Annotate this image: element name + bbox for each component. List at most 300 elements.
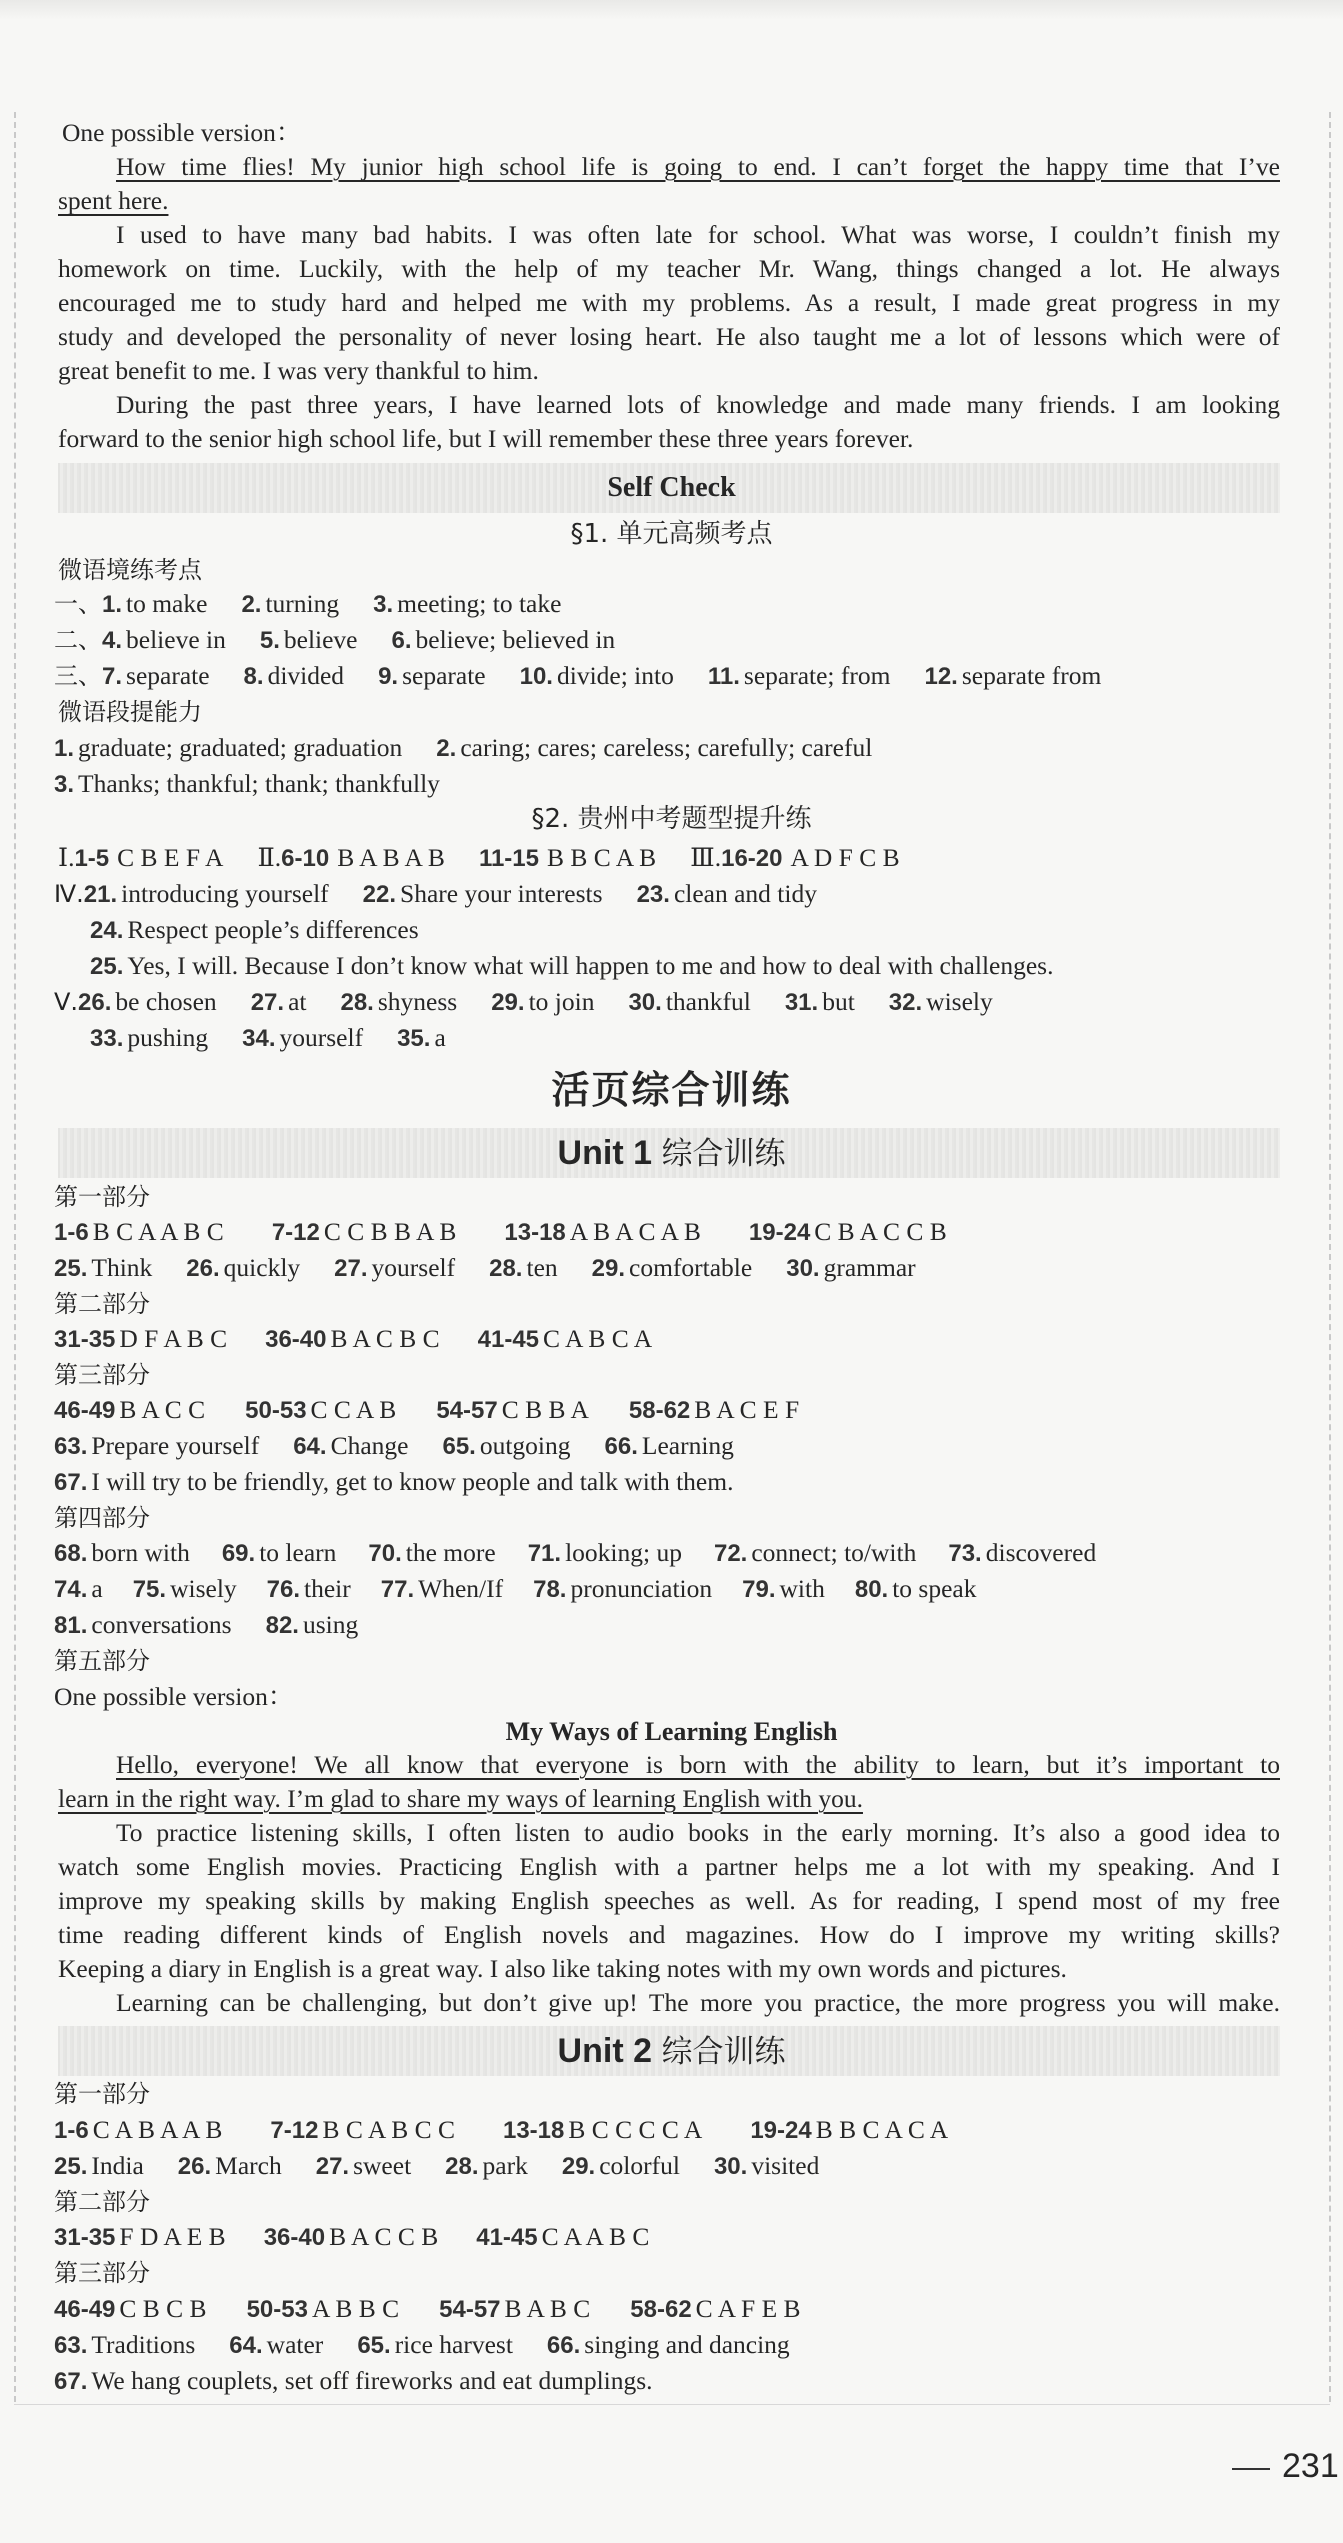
answer-item <box>242 1023 363 1052</box>
answer-text: Share your interests <box>400 879 603 908</box>
answer-number: 64. <box>229 2332 263 2359</box>
booklet-title: 活页综合训练 <box>551 1068 792 1112</box>
sc-r1 <box>58 841 900 876</box>
sc-r6 <box>90 1021 446 1056</box>
answer-text: When/If <box>418 1574 504 1603</box>
answer-item <box>186 1253 300 1282</box>
section-numeral: Ⅰ. <box>58 843 75 872</box>
u1-p3-row2 <box>54 1429 734 1464</box>
answer-item <box>750 2115 948 2144</box>
u2-p3-row3 <box>54 2364 653 2399</box>
answer-text: but <box>822 987 855 1016</box>
answer-text: Think <box>91 1253 153 1282</box>
answer-item <box>476 2222 649 2251</box>
answer-item <box>503 2115 702 2144</box>
answer-number: 7-12 <box>271 1219 320 1246</box>
answer-number: 58-62 <box>628 1397 691 1424</box>
answer-text: yourself <box>371 1253 456 1282</box>
answer-text: March <box>215 2151 282 2180</box>
answer-text: C B B A <box>501 1395 589 1424</box>
u1-part3-heading: 第三部分 <box>54 1361 150 1389</box>
answer-item <box>628 987 750 1016</box>
answer-item <box>714 2151 819 2180</box>
bottom-rule <box>14 2404 1330 2405</box>
answer-number: 7-12 <box>270 2117 319 2144</box>
answer-text: to make <box>126 589 208 618</box>
unit1-title-cn: 综合训练 <box>661 1136 786 1172</box>
section-numeral: Ⅴ. <box>54 988 79 1016</box>
answer-text: separate; from <box>743 661 891 690</box>
section-2-title: §2. 贵州中考题型提升练 <box>531 804 812 834</box>
answer-number: 46-49 <box>54 1397 116 1424</box>
answer-number: 58-62 <box>630 2296 692 2323</box>
answer-item <box>637 879 817 908</box>
sc-row-1 <box>54 587 561 622</box>
answer-item <box>562 2151 680 2180</box>
u1-part2-heading: 第二部分 <box>54 1290 150 1318</box>
answer-number: 64. <box>293 1433 327 1460</box>
answer-text: Thanks; thankful; thank; thankfully <box>78 769 440 798</box>
answer-item <box>924 661 1101 690</box>
u1-p4-row2 <box>54 1572 977 1607</box>
answer-number: 24. <box>90 917 124 944</box>
answer-number: 67. <box>54 2368 88 2395</box>
answer-text: rice harvest <box>394 2330 513 2359</box>
answer-number: 31-35 <box>54 1326 116 1353</box>
answer-text: sweet <box>353 2151 412 2180</box>
answer-item <box>439 2294 590 2323</box>
sc-r5 <box>54 985 993 1020</box>
u1-p1-row2 <box>54 1251 916 1286</box>
text-line: study and developed the personality of never losing heart. He also taught me a lot of lessons which were of <box>58 322 1280 351</box>
answer-text: C A B A A B <box>92 2115 223 2144</box>
answer-item <box>54 2330 195 2359</box>
sc-row-5 <box>54 767 440 802</box>
answer-item <box>222 1538 337 1567</box>
answer-text: B A B A B <box>337 843 445 872</box>
answer-text: C B E F A <box>117 843 224 872</box>
text-line: Learning can be challenging, but don’t give up! The more you practice, the more progress you will make. <box>116 1988 1280 2017</box>
answer-text: C A B C A <box>543 1324 653 1353</box>
answer-number: 12. <box>924 663 958 690</box>
answer-text: Change <box>330 1431 409 1460</box>
answer-number: 3. <box>54 771 75 798</box>
answer-text: C B C B <box>119 2294 207 2323</box>
answer-text: to learn <box>259 1538 337 1567</box>
answer-number: 1-6 <box>54 2117 89 2144</box>
answer-number: 26. <box>177 2153 212 2180</box>
u2-p2-row1 <box>54 2220 649 2255</box>
answer-item <box>547 2330 790 2359</box>
answer-text: C C B B A B <box>323 1217 457 1246</box>
answer-number: 5. <box>259 627 280 654</box>
answer-item <box>504 1217 701 1246</box>
answer-item <box>397 1023 446 1052</box>
u2-p1-row1 <box>54 2113 948 2148</box>
answer-item <box>270 2115 455 2144</box>
answer-number: 66. <box>604 1433 638 1460</box>
answer-number: 35. <box>397 1025 431 1052</box>
answer-text: to join <box>528 987 595 1016</box>
answer-item <box>479 843 656 872</box>
answer-number: 11-15 <box>478 845 539 872</box>
answer-text: clean and tidy <box>673 879 817 908</box>
answer-number: 72. <box>713 1540 748 1567</box>
answer-number: 41-45 <box>477 1326 540 1353</box>
answer-number: 32. <box>888 989 923 1016</box>
answer-number: 46-49 <box>54 2296 116 2323</box>
answer-text: meeting; to take <box>397 589 562 618</box>
text-line: forward to the senior high school life, but I will remember these three years forever. <box>58 424 914 453</box>
answer-number: 41-45 <box>476 2224 538 2251</box>
answer-text: a <box>91 1574 103 1603</box>
answer-number: 31-35 <box>54 2224 116 2251</box>
u1-part1-heading: 第一部分 <box>54 1183 150 1211</box>
section-numeral: Ⅲ. <box>690 843 722 872</box>
answer-text: A B A C A B <box>569 1217 701 1246</box>
answer-text: singing and dancing <box>584 2330 790 2359</box>
answer-item <box>489 1253 558 1282</box>
answer-item <box>742 1574 825 1603</box>
answer-text: believe <box>283 625 358 654</box>
answer-number: 11. <box>707 663 740 690</box>
answer-number: 30. <box>713 2153 748 2180</box>
answer-text: yourself <box>279 1023 364 1052</box>
sc-r2 <box>54 877 817 912</box>
answer-number: 6-10 <box>281 845 330 872</box>
text-line: time reading different kinds of English novels and magazines. How do I improve my writing skills? <box>58 1920 1280 1949</box>
answer-text: Prepare yourself <box>91 1431 260 1460</box>
answer-item <box>436 1395 589 1424</box>
u1-part4-heading: 第四部分 <box>54 1504 150 1532</box>
answer-item <box>357 2330 513 2359</box>
answer-text: Respect people’s differences <box>127 915 419 944</box>
answer-item <box>381 1574 503 1603</box>
answer-text: B C A A B C <box>92 1217 224 1246</box>
answer-text: with <box>779 1574 825 1603</box>
answer-item <box>54 1253 152 1282</box>
answer-number: 3. <box>373 591 394 618</box>
answer-text: India <box>91 2151 144 2180</box>
answer-item <box>58 843 223 872</box>
answer-item <box>629 1395 799 1424</box>
text-line: homework on time. Luckily, with the help of my teacher Mr. Wang, things changed a lot. He always <box>58 254 1280 283</box>
text-line: Hello, everyone! We all know that everyone is born with the ability to learn, but it’s important to <box>116 1750 1280 1779</box>
micro-context-heading: 微语境练考点 <box>58 556 202 584</box>
answer-item <box>528 1538 682 1567</box>
answer-text: B A C C <box>119 1395 206 1424</box>
sc-r3 <box>90 913 419 948</box>
answer-item <box>102 661 210 690</box>
answer-item <box>749 1217 947 1246</box>
answer-text: believe; believed in <box>415 625 616 654</box>
answer-number: 66. <box>546 2332 581 2359</box>
answer-number: 26. <box>78 989 112 1016</box>
answer-text: the more <box>405 1538 496 1567</box>
answer-item <box>786 1253 915 1282</box>
answer-number: 16-20 <box>721 845 783 872</box>
answer-item <box>445 2151 528 2180</box>
answer-number: 67. <box>54 1469 88 1496</box>
answer-item <box>54 1574 103 1603</box>
u1-p4-row3 <box>54 1608 358 1643</box>
answer-number: 79. <box>742 1576 776 1603</box>
answer-number: 8. <box>243 663 264 690</box>
u2-part3-heading: 第三部分 <box>54 2259 150 2287</box>
answer-item <box>264 2222 439 2251</box>
section-numeral: 三、 <box>54 662 102 690</box>
answer-number: 54-57 <box>436 1397 498 1424</box>
answer-text: C B A C C B <box>814 1217 947 1246</box>
answer-number: 54-57 <box>439 2296 501 2323</box>
answer-text: at <box>288 987 307 1016</box>
answer-text: Learning <box>641 1431 734 1460</box>
answer-number: 82. <box>265 1612 299 1639</box>
answer-item <box>229 2330 323 2359</box>
answer-item <box>241 589 339 618</box>
answer-text: D F A B C <box>119 1324 228 1353</box>
answer-item <box>267 1574 351 1603</box>
answer-number: 36-40 <box>263 2224 326 2251</box>
answer-number: 31. <box>784 989 819 1016</box>
answer-text: connect; to/with <box>751 1538 917 1567</box>
answer-item <box>90 915 419 944</box>
text-line: encouraged me to study hard and helped me with my problems. As a result, I made great progress in my <box>58 288 1280 317</box>
answer-item <box>54 1467 733 1496</box>
answer-item <box>78 987 217 1016</box>
answer-number: 2. <box>241 591 262 618</box>
answer-number: 36-40 <box>265 1326 327 1353</box>
answer-number: 25. <box>54 1255 88 1282</box>
answer-number: 13-18 <box>502 2117 565 2144</box>
answer-item <box>54 1431 259 1460</box>
answer-number: 1-6 <box>54 1219 89 1246</box>
answer-item <box>102 589 207 618</box>
answer-item <box>257 843 445 872</box>
answer-text: A D F C B <box>790 843 900 872</box>
answer-text: colorful <box>599 2151 680 2180</box>
text-line: I used to have many bad habits. I was often late for school. What was worse, I couldn’t finish my <box>116 220 1280 249</box>
answer-number: 29. <box>591 1255 626 1282</box>
answer-number: 29. <box>561 2153 596 2180</box>
micro-paragraph-heading: 微语段提能力 <box>58 698 202 726</box>
answer-item <box>54 733 402 762</box>
answer-text: divided <box>267 661 345 690</box>
answer-text: F D A E B <box>119 2222 226 2251</box>
answer-number: 50-53 <box>246 2296 308 2323</box>
u2-part2-heading: 第二部分 <box>54 2188 150 2216</box>
answer-text: B C A B C C <box>322 2115 455 2144</box>
answer-text: B B C A C A <box>815 2115 949 2144</box>
answer-number: 27. <box>315 2153 350 2180</box>
answer-text: Traditions <box>91 2330 196 2359</box>
answer-item <box>245 1395 396 1424</box>
answer-number: 7. <box>102 663 123 690</box>
answer-item <box>855 1574 977 1603</box>
section-1-title: §1. 单元高频考点 <box>570 519 773 549</box>
answer-text: shyness <box>377 987 458 1016</box>
answer-item <box>102 625 226 654</box>
answer-item <box>54 2115 222 2144</box>
answer-number: 4. <box>102 627 123 654</box>
answer-number: 63. <box>54 2332 88 2359</box>
answer-item <box>363 879 603 908</box>
answer-text: I will try to be friendly, get to know people and talk with them. <box>91 1467 734 1496</box>
answer-number: 30. <box>786 1255 820 1282</box>
answer-number: 19-24 <box>748 1219 811 1246</box>
answer-text: We hang couplets, set off fireworks and eat dumplings. <box>91 2366 653 2395</box>
u1-part5-heading: 第五部分 <box>54 1647 150 1675</box>
answer-text: ten <box>526 1253 558 1282</box>
answer-text: B A C C B <box>329 2222 439 2251</box>
answer-text: to speak <box>892 1574 977 1603</box>
answer-number: 34. <box>242 1025 276 1052</box>
answer-item <box>54 1610 232 1639</box>
answer-text: a <box>434 1023 446 1052</box>
answer-item <box>54 769 440 798</box>
u1-p3-row1 <box>54 1393 799 1428</box>
answer-item <box>708 661 891 690</box>
answer-number: 30. <box>628 989 662 1016</box>
answer-item <box>133 1574 237 1603</box>
u1-p4-row1 <box>54 1536 1096 1571</box>
answer-number: 27. <box>250 989 285 1016</box>
answer-number: 81. <box>54 1612 88 1639</box>
answer-text: separate <box>402 661 486 690</box>
section-numeral: 二、 <box>54 626 102 654</box>
answer-number: 74. <box>54 1576 88 1603</box>
answer-text: B A C E F <box>694 1395 800 1424</box>
answer-text: B A C B C <box>330 1324 440 1353</box>
answer-item <box>266 1610 359 1639</box>
sc-row-2 <box>54 623 615 658</box>
answer-item <box>373 589 561 618</box>
answer-item <box>948 1538 1096 1567</box>
answer-item <box>178 2151 282 2180</box>
answer-text: park <box>482 2151 528 2180</box>
unit1-title <box>0 1130 1343 1177</box>
sc-row-3 <box>54 659 1101 694</box>
answer-number: 71. <box>527 1540 562 1567</box>
answer-number: 23. <box>636 881 670 908</box>
answer-item <box>260 625 358 654</box>
answer-text: using <box>302 1610 359 1639</box>
answer-number: 78. <box>533 1576 567 1603</box>
answer-text: B A B C <box>504 2294 591 2323</box>
answer-number: 28. <box>340 989 374 1016</box>
page-number-dash <box>1232 2468 1270 2470</box>
answer-text: B B C A B <box>547 843 657 872</box>
answer-number: 73. <box>948 1540 982 1567</box>
answer-item <box>690 843 899 872</box>
answer-text: their <box>304 1574 351 1603</box>
answer-text: graduate; graduated; graduation <box>78 733 403 762</box>
answer-number: 9. <box>378 663 399 690</box>
answer-text: separate from <box>961 661 1102 690</box>
u1-version-label: One possible version： <box>54 1682 294 1711</box>
answer-number: 28. <box>445 2153 479 2180</box>
answer-number: 19-24 <box>750 2117 812 2144</box>
page-number: 231 <box>1282 2447 1339 2485</box>
answer-number: 1. <box>102 591 123 618</box>
answer-item <box>244 661 345 690</box>
u1-p3-row3 <box>54 1465 733 1500</box>
unit2-title-cn: 综合训练 <box>661 2034 786 2070</box>
unit1-title-en: Unit 1 <box>557 1134 652 1172</box>
answer-item <box>334 1253 455 1282</box>
answer-number: 68. <box>54 1540 88 1567</box>
answer-text: Yes, I will. Because I don’t know what will happen to me and how to deal with challenges. <box>127 951 1054 980</box>
answer-number: 27. <box>334 1255 368 1282</box>
answer-item <box>889 987 993 1016</box>
answer-item <box>54 2366 653 2395</box>
answer-text: C C A B <box>310 1395 397 1424</box>
text-line: spent here. <box>58 186 169 215</box>
answer-text: pushing <box>127 1023 209 1052</box>
answer-item <box>392 625 616 654</box>
u2-p3-row2 <box>54 2328 790 2363</box>
answer-item <box>90 951 1053 980</box>
answer-text: thankful <box>665 987 751 1016</box>
answer-item <box>265 1324 440 1353</box>
answer-text: comfortable <box>629 1253 753 1282</box>
answer-text: discovered <box>985 1538 1097 1567</box>
answer-text: grammar <box>823 1253 916 1282</box>
answer-item <box>592 1253 753 1282</box>
answer-item <box>272 1217 457 1246</box>
answer-text: C A F E B <box>695 2294 801 2323</box>
answer-number: 33. <box>90 1025 124 1052</box>
answer-item <box>368 1538 495 1567</box>
answer-number: 21. <box>83 881 118 908</box>
answer-item <box>316 2151 411 2180</box>
answer-item <box>54 2222 226 2251</box>
answer-text: pronunciation <box>570 1574 713 1603</box>
answer-number: 22. <box>362 881 397 908</box>
answer-item <box>251 987 307 1016</box>
text-line: Keeping a diary in English is a great way. I also like taking notes with my own words and pictures. <box>58 1954 1067 1983</box>
answer-item <box>54 2294 207 2323</box>
essay-title: My Ways of Learning English <box>505 1717 838 1746</box>
answer-text: believe in <box>126 625 226 654</box>
answer-item <box>378 661 486 690</box>
text-line: watch some English movies. Practicing English with a partner helps me a lot with my speaking. And I <box>58 1852 1280 1881</box>
answer-text: looking; up <box>565 1538 682 1567</box>
answer-item <box>520 661 674 690</box>
answer-item <box>54 2151 144 2180</box>
text-line: learn in the right way. I’m glad to share my ways of learning English with you. <box>58 1784 863 1813</box>
self-check-title: Self Check <box>607 472 736 503</box>
unit2-title <box>0 2028 1343 2075</box>
version-label: One possible version： <box>62 118 302 147</box>
answer-text: quickly <box>223 1253 301 1282</box>
answer-item <box>293 1431 408 1460</box>
answer-number: 10. <box>519 663 553 690</box>
answer-text: conversations <box>91 1610 232 1639</box>
answer-item <box>436 733 872 762</box>
text-line: How time flies! My junior high school life is going to end. I can’t forget the happy time that I’ve <box>116 152 1280 181</box>
answer-number: 2. <box>436 735 457 762</box>
answer-text: A B B C <box>311 2294 400 2323</box>
answer-number: 63. <box>54 1433 88 1460</box>
answer-text: C A A B C <box>541 2222 650 2251</box>
answer-number: 25. <box>90 953 124 980</box>
answer-item <box>630 2294 800 2323</box>
answer-item <box>54 1538 190 1567</box>
answer-number: 28. <box>489 1255 523 1282</box>
section-numeral: Ⅱ. <box>257 843 282 872</box>
answer-text: wisely <box>170 1574 237 1603</box>
